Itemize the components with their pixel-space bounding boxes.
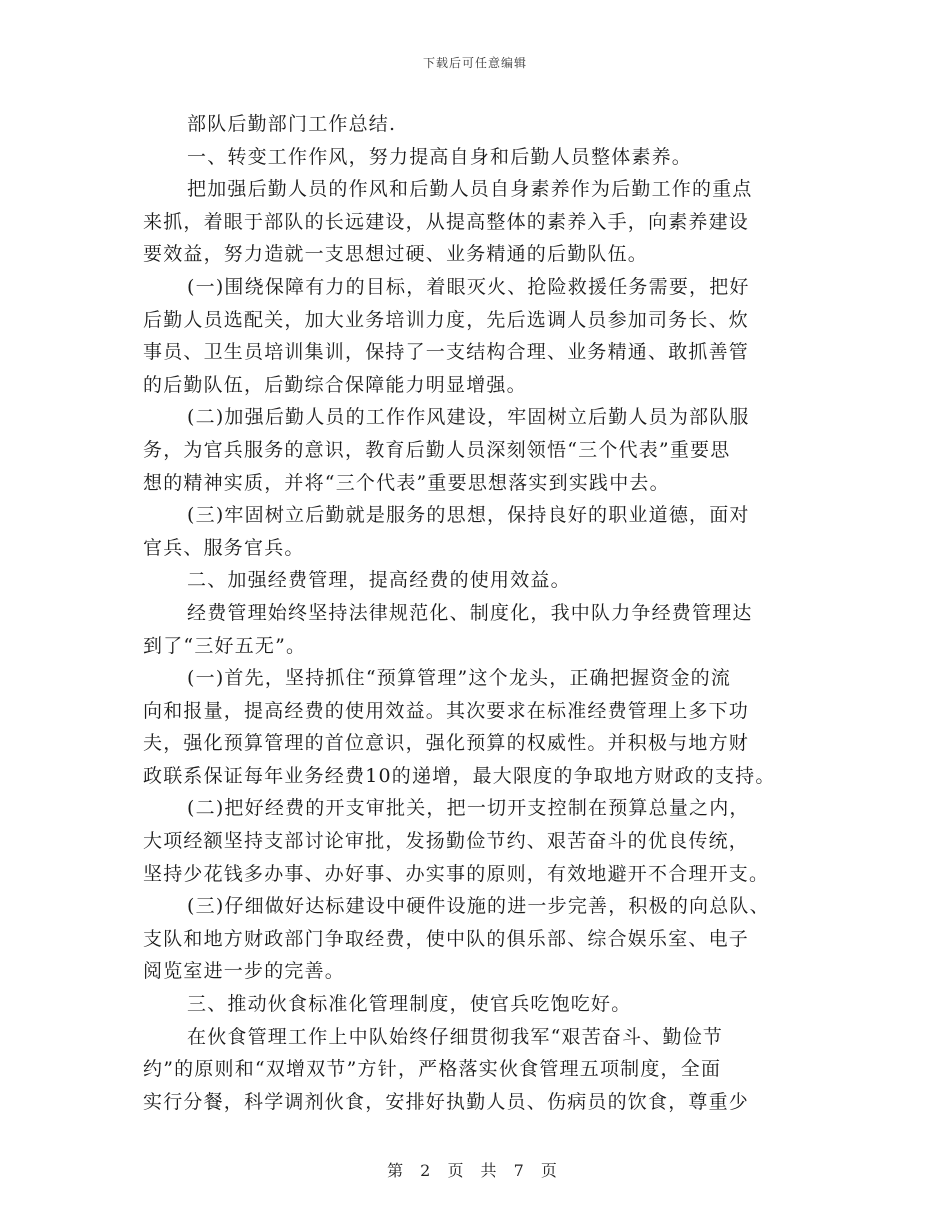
page-footer-number: 第 2 页 共 7 页 bbox=[387, 1161, 563, 1180]
text-line: 的后勤队伍，后勤综合保障能力明显增强。 bbox=[143, 373, 527, 396]
page-header-note: 下载后可任意编辑 bbox=[422, 56, 527, 70]
text-line: 部队后勤部门工作总结. bbox=[187, 113, 397, 135]
text-line: 后勤人员选配关，加大业务培训力度，先后选调人员参加司务长、炊 bbox=[143, 308, 750, 331]
text-line: (二)把好经费的开支审批关，把一切开支控制在预算总量之内， bbox=[187, 797, 750, 820]
text-line: 坚持少花钱多办事、办好事、办实事的原则，有效地避开不合理开支。 bbox=[143, 862, 770, 885]
text-line: (二)加强后勤人员的工作作风建设，牢固树立后勤人员为部队服 bbox=[187, 406, 750, 429]
document-body bbox=[143, 108, 823, 1118]
text-line: 在伙食管理工作上中队始终仔细贯彻我军“艰苦奋斗、勤俭节 bbox=[187, 1025, 724, 1048]
text-line: 约”的原则和“双增双节”方针，严格落实伙食管理五项制度，全面 bbox=[143, 1058, 722, 1081]
text-line: (三)牢固树立后勤就是服务的思想，保持良好的职业道德，面对 bbox=[187, 504, 750, 527]
text-line: 实行分餐，科学调剂伙食，安排好执勤人员、伤病员的饮食，尊重少 bbox=[143, 1090, 750, 1113]
text-line: 夫，强化预算管理的首位意识，强化预算的权威性。并积极与地方财 bbox=[143, 732, 750, 755]
text-line: (一)首先，坚持抓住“预算管理”这个龙头，正确把握资金的流 bbox=[187, 667, 732, 690]
text-line: 事员、卫生员培训集训，保持了一支结构合理、业务精通、敢抓善管 bbox=[143, 341, 750, 364]
text-line: 阅览室进一步的完善。 bbox=[143, 960, 346, 983]
text-line: 支队和地方财政部门争取经费，使中队的俱乐部、综合娱乐室、电子 bbox=[143, 927, 750, 950]
text-line: 到了“三好五无”。 bbox=[143, 634, 307, 657]
text-line: 把加强后勤人员的作风和后勤人员自身素养作为后勤工作的重点 bbox=[187, 178, 753, 201]
text-line: 想的精神实质，并将“三个代表”重要思想落实到实践中去。 bbox=[143, 471, 670, 494]
text-line: 来抓，着眼于部队的长远建设，从提高整体的素养入手，向素养建设 bbox=[143, 210, 750, 233]
text-line: 务，为官兵服务的意识，教育后勤人员深刻领悟“三个代表”重要思 bbox=[143, 438, 731, 461]
text-line: (三)仔细做好达标建设中硬件设施的进一步完善，积极的向总队、 bbox=[187, 895, 770, 918]
text-line: 三、推动伙食标准化管理制度，使官兵吃饱吃好。 bbox=[187, 993, 632, 1016]
text-line: 二、加强经费管理，提高经费的使用效益。 bbox=[187, 569, 571, 592]
text-line: 政联系保证每年业务经费10的递增，最大限度的争取地方财政的支持。 bbox=[143, 764, 776, 787]
text-line: (一)围绕保障有力的目标，着眼灭火、抢险救援任务需要，把好 bbox=[187, 275, 750, 298]
text-line: 向和报量，提高经费的使用效益。其次要求在标准经费管理上多下功 bbox=[143, 699, 750, 722]
text-line: 经费管理始终坚持法律规范化、制度化，我中队力争经费管理达 bbox=[187, 601, 753, 624]
text-line: 大项经额坚持支部讨论审批，发扬勤俭节约、艰苦奋斗的优良传统， bbox=[143, 830, 750, 853]
text-line: 要效益，努力造就一支思想过硬、业务精通的后勤队伍。 bbox=[143, 243, 649, 266]
text-line: 一、转变工作作风，努力提高自身和后勤人员整体素养。 bbox=[187, 145, 693, 168]
text-line: 官兵、服务官兵。 bbox=[143, 536, 305, 559]
